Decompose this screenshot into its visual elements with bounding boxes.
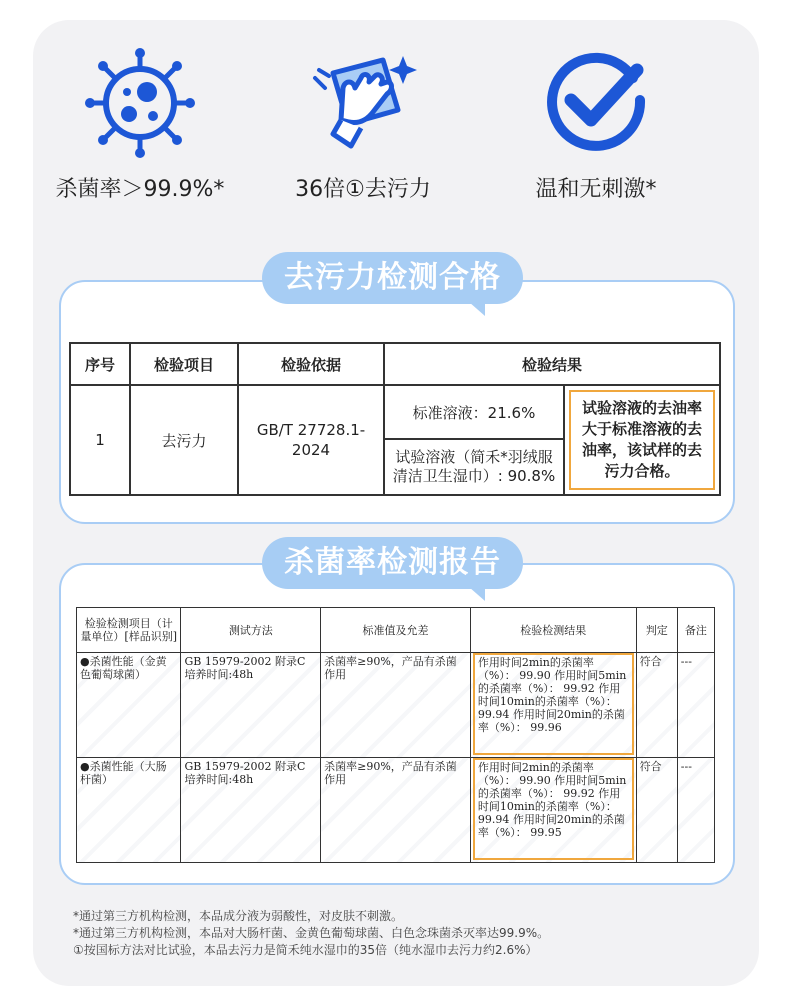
judgment: 符合	[636, 653, 677, 758]
col-header: 检验依据	[238, 343, 384, 385]
checkmark-icon	[541, 48, 651, 158]
remark: ---	[677, 758, 714, 863]
feature-sterilization	[30, 48, 250, 203]
test-item: ●杀菌性能（大肠杆菌）	[77, 758, 181, 863]
col-header: 测试方法	[181, 608, 321, 653]
feature-cleaning	[253, 48, 473, 203]
footnote: *通过第三方机构检测，本品成分液为弱酸性，对皮肤不刺激。	[73, 909, 404, 923]
section-title-sterilization: 杀菌率检测报告	[262, 537, 523, 589]
col-header: 检验检测项目（计量单位）[样品识别]	[77, 608, 181, 653]
test-solution-result: 试验溶液（简禾*羽绒服清洁卫生湿巾）: 90.8%	[384, 439, 564, 495]
standard-value: 杀菌率≥90%，产品有杀菌作用	[321, 653, 471, 758]
test-item: ●杀菌性能（金黄色葡萄球菌）	[77, 653, 181, 758]
footnotes	[73, 908, 733, 959]
test-method: GB 15979-2002 附录C 培养时间:48h	[181, 758, 321, 863]
col-header: 检验检测结果	[470, 608, 636, 653]
col-header: 备注	[677, 608, 714, 653]
sterilization-report-table	[76, 607, 715, 863]
table-row	[77, 758, 715, 863]
col-header: 标准值及允差	[321, 608, 471, 653]
result-highlight: 作用时间2min的杀菌率（%）： 99.90 作用时间5min的杀菌率（%）： 99.92 作用时间10min的杀菌率（%）： 99.94 作用时间20min的杀菌率（%）： 99.96	[473, 653, 634, 755]
wiping-hand-icon	[303, 48, 423, 158]
col-header: 检验项目	[130, 343, 238, 385]
standard-value: 杀菌率≥90%，产品有杀菌作用	[321, 758, 471, 863]
col-header: 检验结果	[384, 343, 720, 385]
col-header: 判定	[636, 608, 677, 653]
feature-label: 温和无刺激*	[535, 177, 657, 202]
result-cell	[470, 758, 636, 863]
bacteria-icon	[85, 48, 195, 158]
section-title-cleaning: 去污力检测合格	[262, 252, 523, 304]
feature-label: 杀菌率＞99.9%*	[55, 177, 225, 202]
row-basis: GB/T 27728.1-2024	[238, 385, 384, 495]
feature-label: 36倍①去污力	[295, 177, 431, 202]
test-method: GB 15979-2002 附录C 培养时间:48h	[181, 653, 321, 758]
standard-solution-result: 标准溶液：21.6%	[384, 385, 564, 439]
remark: ---	[677, 653, 714, 758]
row-item: 去污力	[130, 385, 238, 495]
conclusion-cell	[564, 385, 720, 495]
judgment: 符合	[636, 758, 677, 863]
result-highlight: 作用时间2min的杀菌率（%）： 99.90 作用时间5min的杀菌率（%）： 99.92 作用时间10min的杀菌率（%）： 99.94 作用时间20min的杀菌率（%）： 99.95	[473, 758, 634, 860]
feature-gentle	[486, 48, 706, 203]
table-row	[77, 653, 715, 758]
result-cell	[470, 653, 636, 758]
row-number: 1	[70, 385, 130, 495]
footnote: *通过第三方机构检测，本品对大肠杆菌、金黄色葡萄球菌、白色念珠菌杀灭率达99.9%。	[73, 926, 550, 940]
conclusion-highlight: 试验溶液的去油率大于标准溶液的去油率，该试样的去污力合格。	[569, 390, 715, 490]
footnote: ①按国标方法对比试验，本品去污力是简禾纯水湿巾的35倍（纯水湿巾去污力约2.6%）	[73, 943, 538, 957]
col-header: 序号	[70, 343, 130, 385]
cleaning-test-table	[69, 342, 721, 496]
